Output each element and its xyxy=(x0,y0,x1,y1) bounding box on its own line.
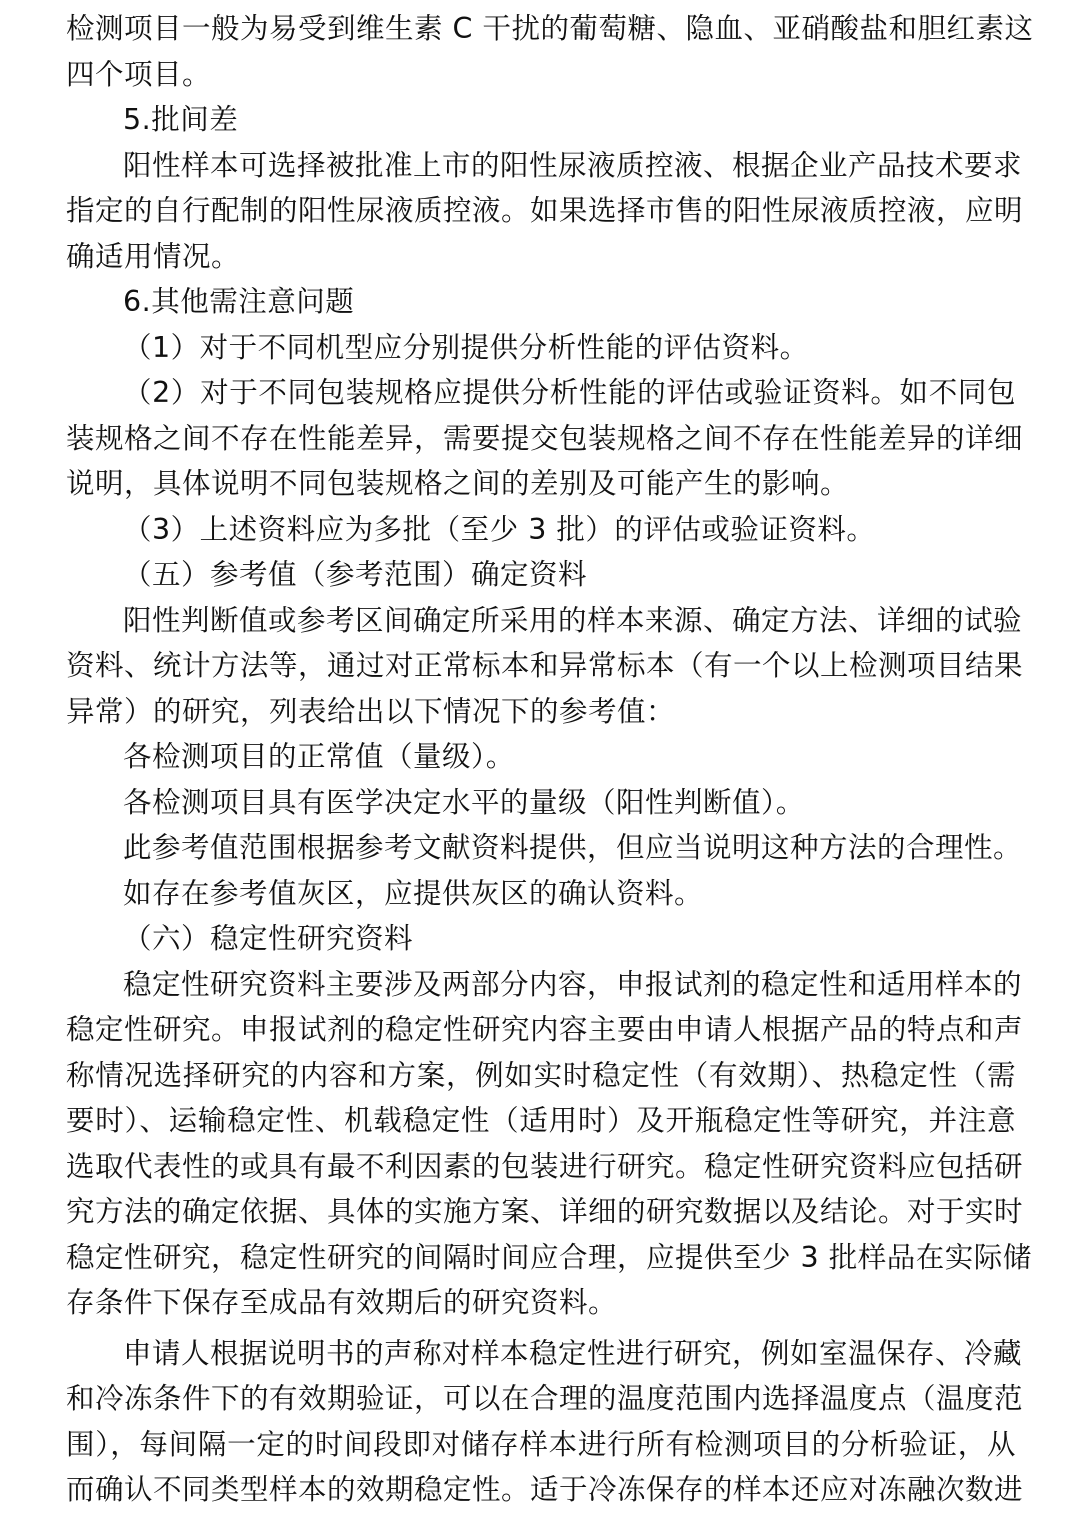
text-line: （六）稳定性研究资料 xyxy=(123,922,414,955)
text-line: 而确认不同类型样本的效期稳定性。适于冷冻保存的样本还应对冻融次数进 xyxy=(66,1473,1024,1506)
paragraph-reference-determination xyxy=(66,598,1024,735)
text-line: 存条件下保存至成品有效期后的研究资料。 xyxy=(66,1286,618,1319)
text-line: 如存在参考值灰区，应提供灰区的确认资料。 xyxy=(123,876,704,910)
text-line: 究方法的确定依据、具体的实施方案、详细的研究数据以及结论。对于实时 xyxy=(66,1195,1024,1228)
paragraph-item-3 xyxy=(66,507,1016,553)
paragraph-positive-sample xyxy=(66,143,1024,280)
text-line: 围），每间隔一定的时间段即对储存样本进行所有检测项目的分析验证，从 xyxy=(66,1427,1016,1461)
heading-other-issues xyxy=(66,279,1016,325)
text-line: 装规格之间不存在性能差异，需要提交包装规格之间不存在性能差异的详细 xyxy=(66,421,1024,455)
text-line: 选取代表性的或具有最不利因素的包装进行研究。稳定性研究资料应包括研 xyxy=(66,1149,1024,1183)
text-line: 此参考值范围根据参考文献资料提供，但应当说明这种方法的合理性。 xyxy=(123,831,1023,864)
text-line: 各检测项目的正常值（量级）。 xyxy=(123,740,515,773)
text-line: 要时）、运输稳定性、机载稳定性（适用时）及开瓶稳定性等研究，并注意 xyxy=(66,1104,1016,1137)
text-line: （五）参考值（参考范围）确定资料 xyxy=(123,558,588,591)
paragraph-sample-stability xyxy=(66,1331,1024,1513)
heading-stability xyxy=(66,916,1016,962)
text-line: 异常）的研究，列表给出以下情况下的参考值： xyxy=(66,694,676,728)
text-line: 称情况选择研究的内容和方案，例如实时稳定性（有效期）、热稳定性（需 xyxy=(66,1058,1016,1092)
heading-batch-variation xyxy=(66,97,1016,143)
paragraph-interference-items xyxy=(66,6,1034,97)
text-line: 说明，具体说明不同包装规格之间的差别及可能产生的影响。 xyxy=(66,467,850,500)
text-line: 稳定性研究资料主要涉及两部分内容，申报试剂的稳定性和适用样本的 xyxy=(123,967,1023,1001)
text-line: 阳性判断值或参考区间确定所采用的样本来源、确定方法、详细的试验 xyxy=(123,603,1023,637)
text-line: 阳性样本可选择被批准上市的阳性尿液质控液、根据企业产品技术要求 xyxy=(123,148,1023,182)
heading-reference-value xyxy=(66,552,1016,598)
text-line: 各检测项目具有医学决定水平的量级（阳性判断值）。 xyxy=(123,785,805,819)
paragraph-item-2 xyxy=(66,370,1024,507)
text-line: 6.其他需注意问题 xyxy=(123,285,355,318)
paragraph-item-1 xyxy=(66,325,1016,371)
text-line: （2）对于不同包装规格应提供分析性能的评估或验证资料。如不同包 xyxy=(123,376,1016,409)
text-line: 5.批间差 xyxy=(123,103,239,136)
paragraph-normal-value xyxy=(66,734,1016,780)
text-line: 和冷冻条件下的有效期验证，可以在合理的温度范围内选择温度点（温度范 xyxy=(66,1382,1024,1415)
paragraph-decision-level xyxy=(66,780,1016,826)
text-line: 稳定性研究，稳定性研究的间隔时间应合理，应提供至少 3 批样品在实际储 xyxy=(66,1240,1032,1274)
document-page xyxy=(66,6,1034,1513)
text-line: （3）上述资料应为多批（至少 3 批）的评估或验证资料。 xyxy=(123,512,876,546)
text-line: 确适用情况。 xyxy=(66,239,241,273)
paragraph-literature-basis xyxy=(66,825,1023,871)
text-line: 检测项目一般为易受到维生素 C 干扰的葡萄糖、隐血、亚硝酸盐和胆红素这 xyxy=(66,12,1034,45)
text-line: 稳定性研究。申报试剂的稳定性研究内容主要由申请人根据产品的特点和声 xyxy=(66,1013,1024,1046)
text-line: （1）对于不同机型应分别提供分析性能的评估资料。 xyxy=(123,330,809,364)
text-line: 指定的自行配制的阳性尿液质控液。如果选择市售的阳性尿液质控液，应明 xyxy=(66,194,1024,227)
text-line: 申请人根据说明书的声称对样本稳定性进行研究，例如室温保存、冷藏 xyxy=(123,1336,1023,1370)
paragraph-gray-zone xyxy=(66,871,1016,917)
text-line: 四个项目。 xyxy=(66,57,212,91)
paragraph-stability-study xyxy=(66,962,1032,1326)
text-line: 资料、统计方法等，通过对正常标本和异常标本（有一个以上检测项目结果 xyxy=(66,649,1024,682)
